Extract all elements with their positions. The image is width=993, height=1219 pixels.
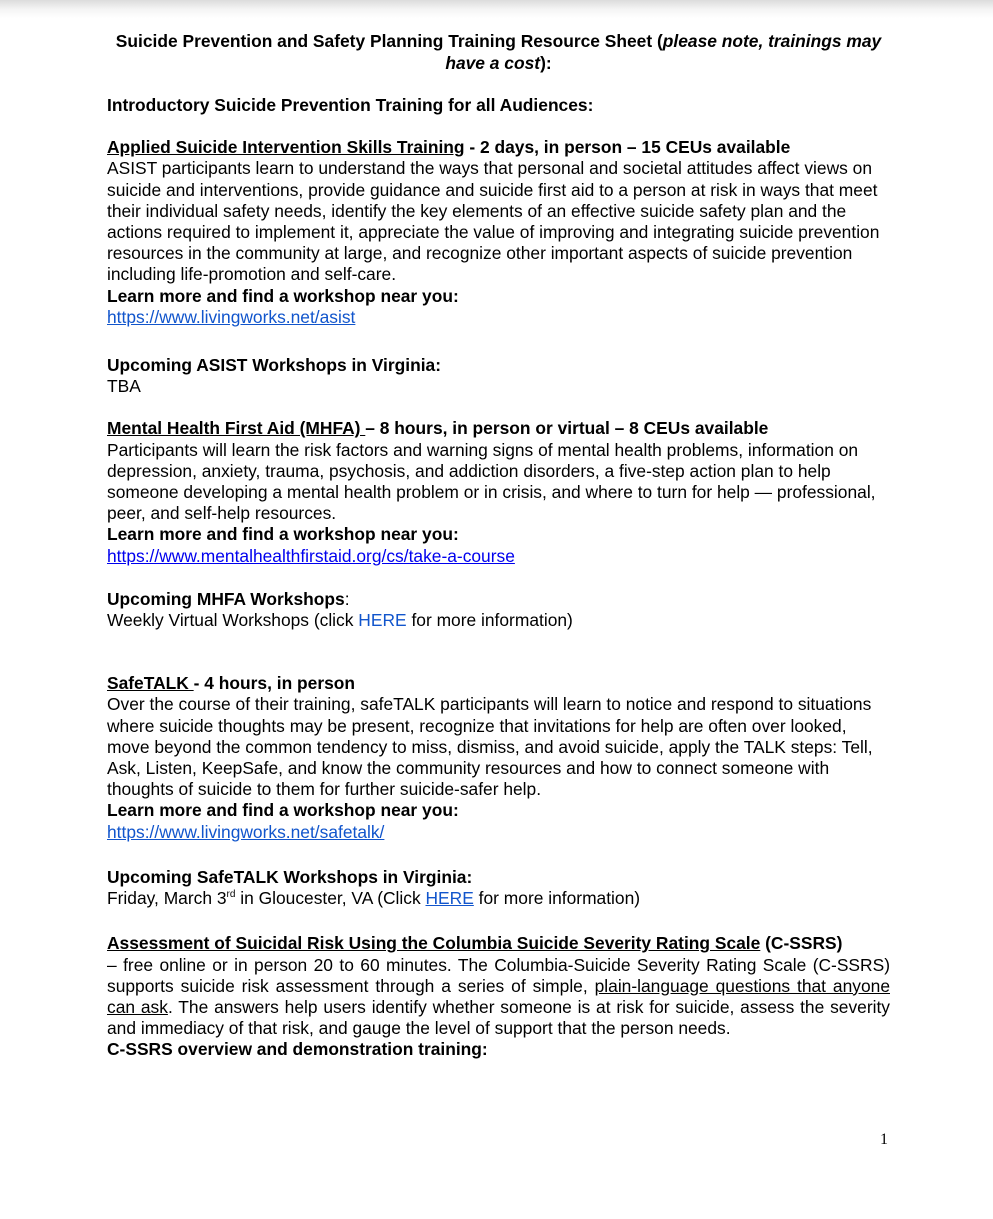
- cssrs-overview-heading: C-SSRS overview and demonstration training:: [107, 1039, 488, 1060]
- safetalk-section: [107, 673, 890, 909]
- safetalk-upcoming-date: Friday, March 3: [107, 888, 227, 909]
- page-number: 1: [880, 1131, 888, 1148]
- safetalk-name: SafeTALK: [107, 673, 194, 694]
- asist-heading: [107, 137, 890, 158]
- document-page: [107, 30, 890, 1061]
- mhfa-details: – 8 hours, in person or virtual – 8 CEUs available: [365, 418, 769, 439]
- safetalk-date-suffix: rd: [226, 889, 236, 901]
- safetalk-link[interactable]: https://www.livingworks.net/safetalk/: [107, 821, 385, 842]
- asist-learn-more: Learn more and find a workshop near you:: [107, 285, 459, 306]
- asist-section: [107, 137, 890, 397]
- mhfa-upcoming-text: [107, 610, 890, 631]
- intro-heading: Introductory Suicide Prevention Training for all Audiences:: [107, 95, 594, 115]
- mhfa-upcoming-before: Weekly Virtual Workshops (click: [107, 610, 359, 631]
- safetalk-here-link[interactable]: HERE: [425, 888, 474, 909]
- asist-upcoming-text: TBA: [107, 376, 141, 397]
- asist-name: Applied Suicide Intervention Skills Training: [107, 137, 465, 158]
- mhfa-upcoming-colon: :: [344, 588, 350, 609]
- safetalk-upcoming-heading: Upcoming SafeTALK Workshops in Virginia:: [107, 866, 473, 887]
- cssrs-desc-underlined: plain-language questions that anyone can ask: [107, 975, 890, 1017]
- cssrs-name: Assessment of Suicidal Risk Using the Columbia Suicide Severity Rating Scale: [107, 933, 761, 954]
- cssrs-desc-part2: . The answers help users identify whether someone is at risk for suicide, assess the severity and immediacy of that risk, and gauge the level of support that the person needs.: [107, 996, 891, 1039]
- mhfa-upcoming-heading-line: [107, 589, 890, 610]
- cssrs-desc-part1: – free online or in person 20 to 60 minutes. The Columbia-Suicide Severity Rating Scale (C-SSRS) supports suicide risk assessment through a series of simple,: [107, 954, 890, 996]
- safetalk-heading: [107, 673, 890, 694]
- safetalk-learn-more: Learn more and find a workshop near you:: [107, 800, 459, 821]
- mhfa-upcoming-heading: Upcoming MHFA Workshops: [107, 588, 345, 609]
- mhfa-section: [107, 418, 890, 631]
- safetalk-upcoming-location: in Gloucester, VA (Click: [235, 888, 426, 909]
- asist-description: ASIST participants learn to understand the ways that personal and societal attitudes affect views on suicide and interventions, provide guidance and suicide first aid to a person at risk in ways that meet their individual safety needs, identify the key elements of an effective suicide safety plan and the actions required to implement it, appreciate the value of improving and integrating suicide prevention resources in the community at large, and recognize other important aspects of suicide prevention including life-promotion and self-care.: [107, 158, 880, 285]
- title-italic-note: please note, trainings may have a cost: [445, 31, 882, 73]
- safetalk-upcoming-text: [107, 888, 890, 909]
- asist-link[interactable]: https://www.livingworks.net/asist: [107, 306, 356, 327]
- mhfa-upcoming-after: for more information): [406, 610, 573, 631]
- asist-upcoming-heading: Upcoming ASIST Workshops in Virginia:: [107, 355, 441, 376]
- mhfa-description: Participants will learn the risk factors and warning signs of mental health problems, information on depression, anxiety, trauma, psychosis, and addiction disorders, a five-step action plan to help someone developing a mental health problem or in crisis, and where to turn for help — professional, peer, and self-help resources.: [107, 439, 876, 524]
- safetalk-description: Over the course of their training, safeTALK participants will learn to notice and respond to situations where suicide thoughts may be present, recognize that invitations for help are often over looked, move beyond the common tendency to miss, dismiss, and avoid suicide, apply the TALK steps: Tell, Ask, Listen, KeepSafe, and know the community resources and how to connect someone with thoughts of suicide to them for further suicide-safer help.: [107, 694, 873, 800]
- safetalk-details: - 4 hours, in person: [193, 673, 356, 694]
- cssrs-description: [107, 955, 890, 1040]
- mhfa-learn-more: Learn more and find a workshop near you:: [107, 524, 459, 545]
- title-end: ):: [540, 53, 552, 73]
- mhfa-link[interactable]: https://www.mentalhealthfirstaid.org/cs/take-a-course: [107, 545, 515, 566]
- safetalk-upcoming-after: for more information): [473, 888, 641, 909]
- viewer-top-shadow: [0, 0, 993, 18]
- asist-details: - 2 days, in person – 15 CEUs available: [464, 137, 791, 158]
- document-title: [107, 30, 890, 74]
- cssrs-abbr: (C-SSRS): [760, 933, 843, 954]
- mhfa-name: Mental Health First Aid (MHFA): [107, 418, 366, 439]
- mhfa-here-link[interactable]: HERE: [358, 610, 407, 631]
- mhfa-heading: [107, 418, 890, 439]
- cssrs-section: [107, 933, 890, 1060]
- title-text: Suicide Prevention and Safety Planning Training Resource Sheet (: [115, 31, 663, 51]
- cssrs-heading: [107, 933, 890, 954]
